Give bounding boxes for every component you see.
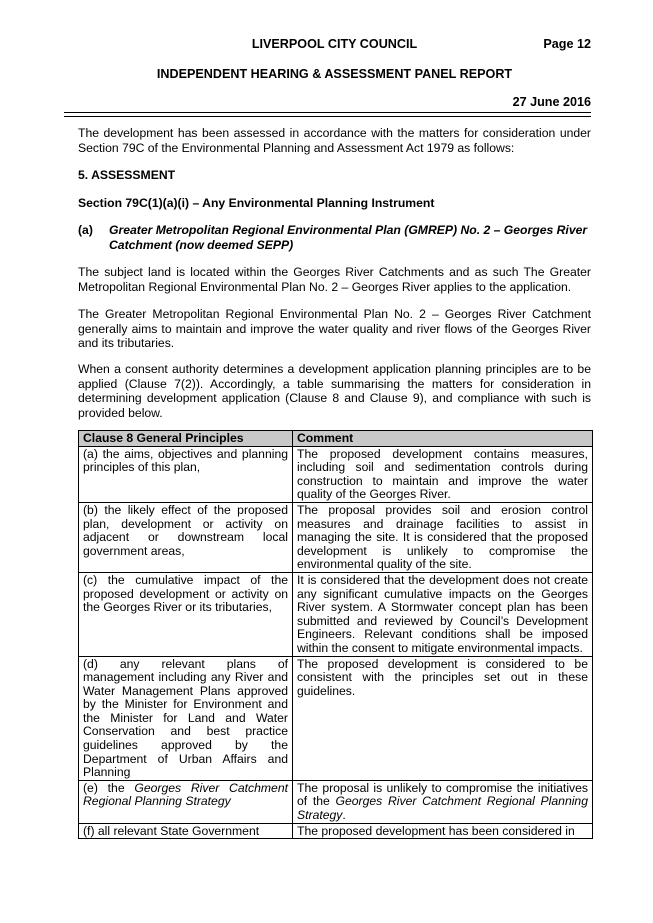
table-header-principles: Clause 8 General Principles bbox=[79, 431, 293, 447]
table-row bbox=[79, 656, 593, 780]
principle-cell: (c) the cumulative impact of the proposed development or activity on the Georges River or its tributaries, bbox=[79, 572, 293, 656]
table-row bbox=[79, 502, 593, 572]
report-title: INDEPENDENT HEARING & ASSESSMENT PANEL REPORT bbox=[156, 67, 513, 81]
header-rule-thick bbox=[64, 112, 591, 113]
principle-cell bbox=[79, 780, 293, 823]
principle-cell: (b) the likely effect of the proposed plan, development or activity on adjacent or downstream local government areas, bbox=[79, 502, 293, 572]
comment-prefix: The proposal is unlikely to compromise the initiatives of the bbox=[297, 780, 588, 809]
comment-cell: The proposed development contains measures, including soil and sedimentation controls during construction to maintain and improve the water quality of the Georges River. bbox=[293, 446, 593, 502]
principles-table bbox=[78, 430, 593, 839]
section-heading: 5. ASSESSMENT bbox=[78, 168, 176, 182]
principle-italic: Georges River Catchment Regional Planning Strategy bbox=[83, 780, 288, 809]
header-rule-thin bbox=[64, 116, 591, 117]
comment-cell: The proposed development has been considered in bbox=[293, 823, 593, 839]
comment-cell: It is considered that the development does not create any significant cumulative impacts on the Georges River system. A Stormwater concept plan has been submitted and reviewed by Council’s Development Engineers. Relevant conditions shall be imposed within the consent to mitigate environmental impacts. bbox=[293, 572, 593, 656]
report-date: 27 June 2016 bbox=[512, 95, 591, 109]
subsection-heading: Section 79C(1)(a)(i) – Any Environmental Planning Instrument bbox=[78, 196, 435, 210]
item-letter: (a) bbox=[78, 223, 93, 237]
paragraph-consent-authority: When a consent authority determines a development application planning principles are to be applied (Clause 7(2)). Accordingly, a table summarising the matters for consideration in determining development application (Clause 8 and Clause 9), and compliance with such is provided below. bbox=[78, 362, 591, 420]
table-row bbox=[79, 572, 593, 656]
table-header-row bbox=[79, 431, 593, 447]
comment-cell: The proposed development is considered to be consistent with the principles set out in these guidelines. bbox=[293, 656, 593, 780]
paragraph-plan-aims: The Greater Metropolitan Regional Environmental Plan No. 2 – Georges River Catchment generally aims to maintain and improve the water quality and river flows of the Georges River and its tributaries. bbox=[78, 307, 591, 350]
table-header-comment: Comment bbox=[293, 431, 593, 447]
paragraph-subject-land: The subject land is located within the Georges River Catchments and as such The Greater Metropolitan Regional Environmental Plan No. 2 – Georges River applies to the application. bbox=[78, 265, 591, 294]
principle-cell: (f) all relevant State Government bbox=[79, 823, 293, 839]
comment-cell bbox=[293, 780, 593, 823]
table-row bbox=[79, 446, 593, 502]
comment-cell: The proposal provides soil and erosion control measures and drainage facilities to assist in managing the site. It is considered that the proposed development is unlikely to compromise the environmental quality of the site. bbox=[293, 502, 593, 572]
principle-cell: (a) the aims, objectives and planning principles of this plan, bbox=[79, 446, 293, 502]
item-title: Greater Metropolitan Regional Environmental Plan (GMREP) No. 2 – Georges River Catchment (now deemed SEPP) bbox=[109, 223, 588, 252]
header-council: LIVERPOOL CITY COUNCIL bbox=[251, 37, 418, 51]
intro-paragraph: The development has been assessed in accordance with the matters for consideration under Section 79C of the Environmental Planning and Assessment Act 1979 as follows: bbox=[78, 126, 591, 155]
principle-prefix: (e) the bbox=[83, 780, 135, 795]
principle-cell: (d) any relevant plans of management including any River and Water Management Plans approved by the Minister for Environment and the Minister for Land and Water Conservation and best practice guidelines approved by the Department of Urban Affairs and Planning bbox=[79, 656, 293, 780]
table-row bbox=[79, 823, 593, 839]
comment-suffix: . bbox=[342, 808, 346, 823]
table-row bbox=[79, 780, 593, 823]
comment-italic: Georges River Catchment Regional Planning Strategy bbox=[297, 794, 588, 823]
page-number: Page 12 bbox=[543, 37, 591, 51]
